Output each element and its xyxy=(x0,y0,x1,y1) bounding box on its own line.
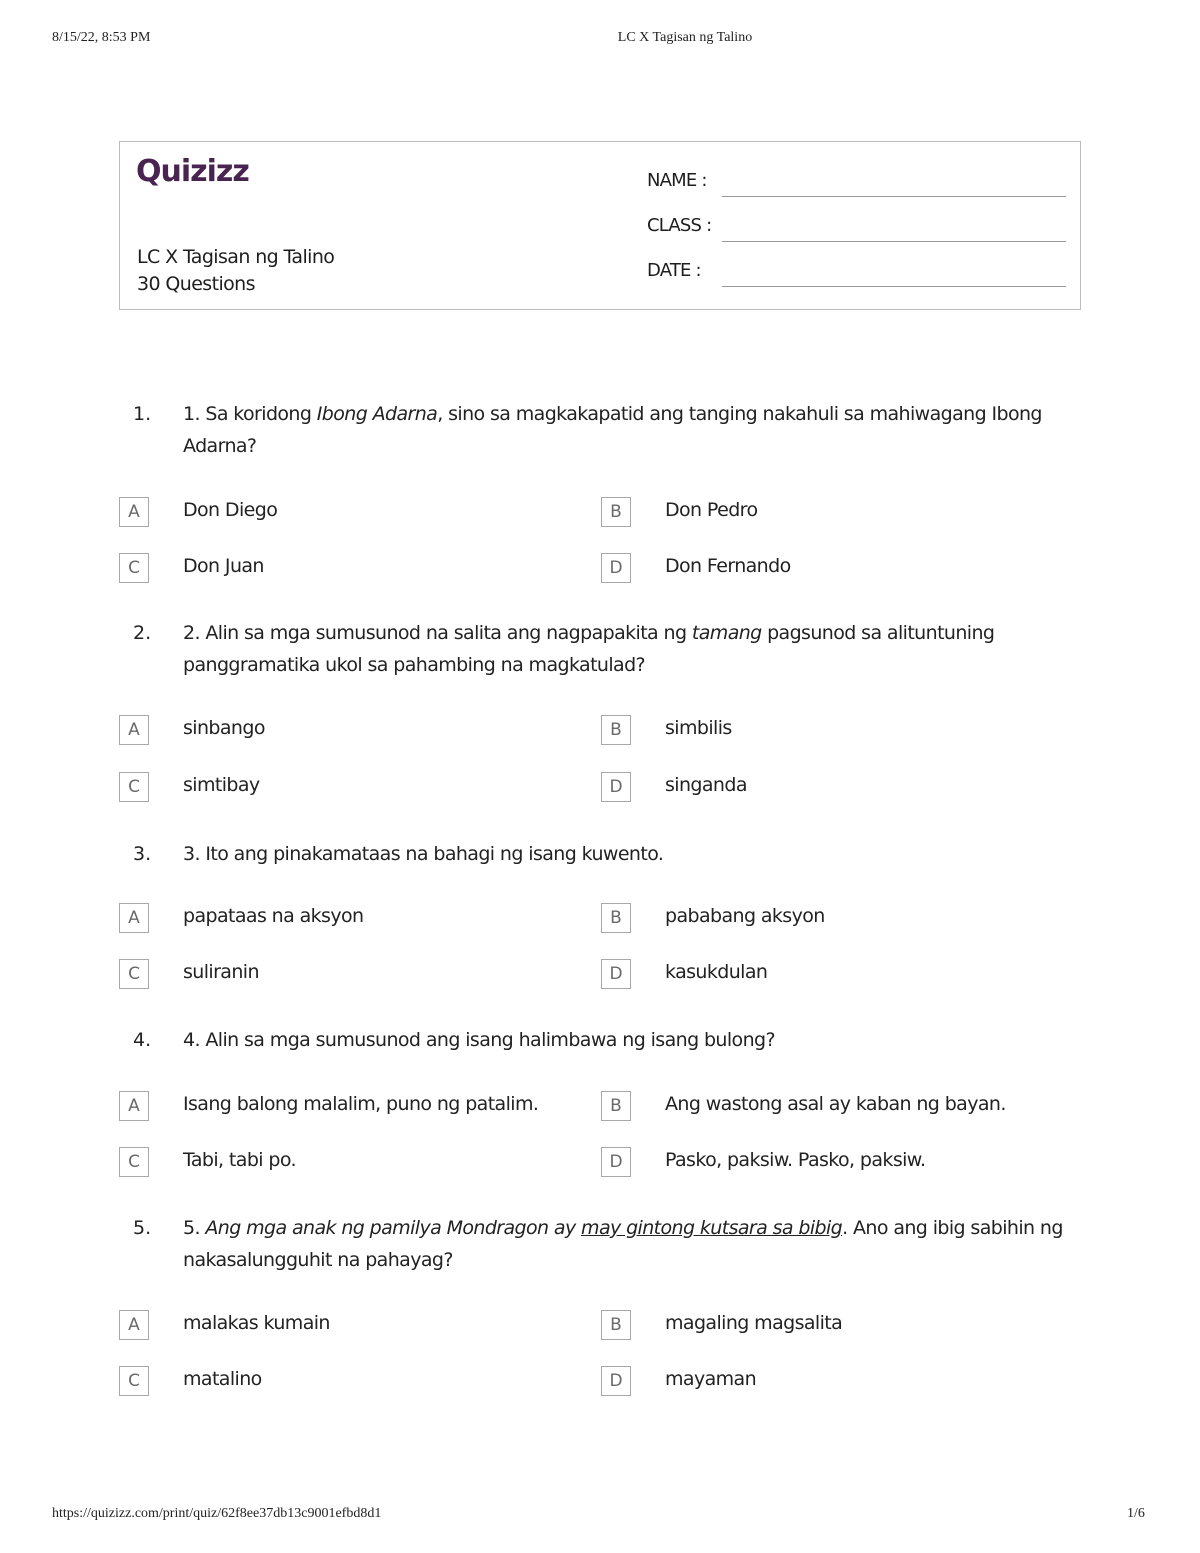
option-letter-b: B xyxy=(601,1091,631,1121)
option-text: mayaman xyxy=(665,1368,757,1390)
option-text: Isang balong malalim, puno ng patalim. xyxy=(183,1093,539,1115)
option-text: suliranin xyxy=(183,961,259,983)
option-text: simbilis xyxy=(665,717,732,739)
class-label: CLASS : xyxy=(647,215,712,236)
quiz-header-box xyxy=(119,141,1081,310)
question-text: 3. Ito ang pinakamataas na bahagi ng isang kuwento. xyxy=(183,843,664,865)
option-letter-b: B xyxy=(601,1310,631,1340)
option-text: sinbango xyxy=(183,717,265,739)
quizizz-logo: Quizizz xyxy=(136,154,249,189)
print-datetime: 8/15/22, 8:53 PM xyxy=(52,30,151,45)
option-letter-b: B xyxy=(601,497,631,527)
option-text: Pasko, paksiw. Pasko, paksiw. xyxy=(665,1149,926,1171)
option-letter-d: D xyxy=(601,1147,631,1177)
question-text: 5. Ang mga anak ng pamilya Mondragon ay may gintong kutsara sa bibig. Ano ang ibig sabihin ng nakasalungguhit na pahayag? xyxy=(183,1217,1063,1271)
name-label: NAME : xyxy=(647,170,707,191)
question-count: 30 Questions xyxy=(137,273,255,295)
print-doc-title: LC X Tagisan ng Talino xyxy=(617,30,753,45)
question-text: 4. Alin sa mga sumusunod ang isang halimbawa ng isang bulong? xyxy=(183,1029,775,1051)
option-letter-c: C xyxy=(119,772,149,802)
question-number: 1. xyxy=(133,403,152,425)
option-letter-c: C xyxy=(119,1147,149,1177)
option-letter-a: A xyxy=(119,1310,149,1340)
option-letter-d: D xyxy=(601,772,631,802)
option-letter-b: B xyxy=(601,715,631,745)
option-letter-c: C xyxy=(119,1366,149,1396)
option-text: Ang wastong asal ay kaban ng bayan. xyxy=(665,1093,1006,1115)
option-letter-c: C xyxy=(119,553,149,583)
date-label: DATE : xyxy=(647,260,701,281)
name-line[interactable] xyxy=(722,196,1066,197)
option-letter-a: A xyxy=(119,1091,149,1121)
quiz-title: LC X Tagisan ng Talino xyxy=(137,246,335,268)
page-number: 1/6 xyxy=(1127,1506,1145,1521)
option-text: Don Diego xyxy=(183,499,278,521)
question-number: 2. xyxy=(133,622,152,644)
question-text: 2. Alin sa mga sumusunod na salita ang nagpapakita ng tamang pagsunod sa alituntuning panggramatika ukol sa pahambing na magkatulad? xyxy=(183,622,995,676)
option-text: papataas na aksyon xyxy=(183,905,364,927)
option-text: pababang aksyon xyxy=(665,905,825,927)
question-number: 5. xyxy=(133,1217,152,1239)
option-letter-a: A xyxy=(119,497,149,527)
question-text: 1. Sa koridong Ibong Adarna, sino sa magkakapatid ang tanging nakahuli sa mahiwagang Ibong Adarna? xyxy=(183,403,1042,457)
print-url: https://quizizz.com/print/quiz/62f8ee37db13c9001efbd8d1 xyxy=(52,1506,382,1521)
date-line[interactable] xyxy=(722,286,1066,287)
question-number: 4. xyxy=(133,1029,152,1051)
class-line[interactable] xyxy=(722,241,1066,242)
option-letter-d: D xyxy=(601,553,631,583)
option-text: singanda xyxy=(665,774,747,796)
option-letter-b: B xyxy=(601,903,631,933)
option-text: Don Pedro xyxy=(665,499,758,521)
option-text: kasukdulan xyxy=(665,961,768,983)
option-text: Don Fernando xyxy=(665,555,791,577)
option-text: matalino xyxy=(183,1368,262,1390)
option-text: Tabi, tabi po. xyxy=(183,1149,296,1171)
option-letter-d: D xyxy=(601,1366,631,1396)
option-letter-c: C xyxy=(119,959,149,989)
option-text: magaling magsalita xyxy=(665,1312,843,1334)
option-text: simtibay xyxy=(183,774,260,796)
option-letter-a: A xyxy=(119,903,149,933)
option-letter-d: D xyxy=(601,959,631,989)
question-number: 3. xyxy=(133,843,152,865)
option-text: malakas kumain xyxy=(183,1312,330,1334)
option-letter-a: A xyxy=(119,715,149,745)
option-text: Don Juan xyxy=(183,555,264,577)
